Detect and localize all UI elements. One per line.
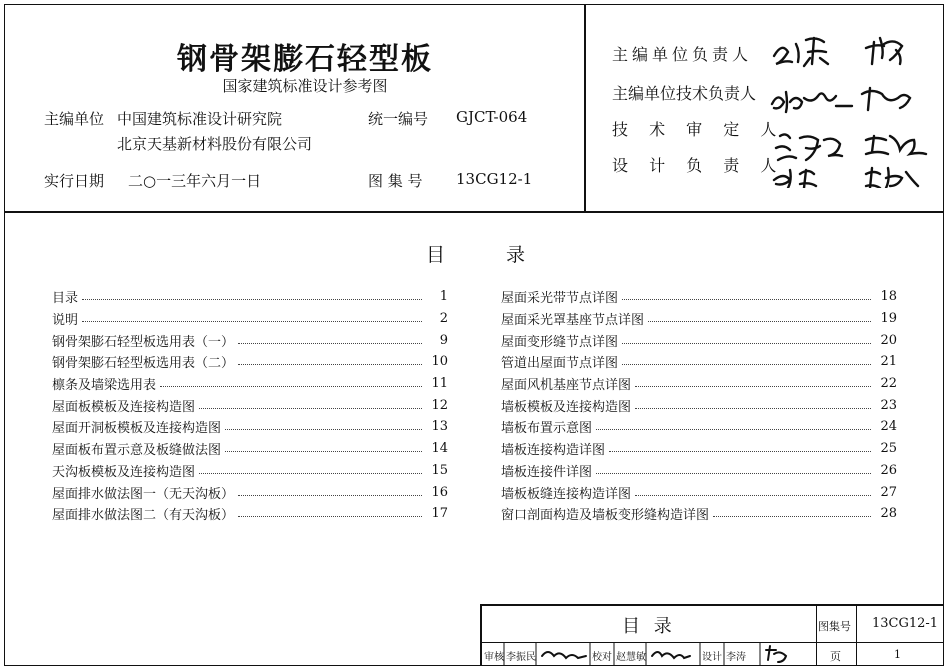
toc-entry-title: 屋面排水做法图二（有天沟板） [52,508,235,524]
toc-entry-page: 23 [880,397,897,413]
signatory-role-4: 设 计 负 责 人 [612,156,785,175]
toc-entry-page: 15 [431,462,448,478]
toc-leader-dots [635,408,871,409]
title-block-atlas-value: 13CG12-1 [872,616,939,631]
toc-entry-page: 12 [431,397,448,413]
toc-leader-dots [82,299,422,300]
toc-entry-title: 屋面板布置示意及板缝做法图 [52,443,222,459]
atlas-number-label: 图 集 号 [368,172,423,190]
toc-entry [501,503,897,525]
toc-entry [52,481,448,503]
editor-unit-line-2: 北京天基新材料股份有限公司 [117,135,313,153]
toc-entry-title: 檩条及墙梁选用表 [52,378,157,394]
toc-leader-dots [238,495,422,496]
toc-leader-dots [238,516,422,517]
atlas-title: 钢骨架膨石轻型板 [177,42,433,77]
title-block-drawing-title: 目 录 [622,616,676,637]
toc-entry-page: 11 [431,376,448,392]
title-block-divider-2 [856,604,857,666]
atlas-subtitle: 国家建筑标准设计参考图 [222,77,388,95]
review-name: 李振民 [506,652,536,663]
toc-leader-dots [622,364,871,365]
handwritten-signatures [770,28,940,188]
toc-entry-page: 2 [439,311,448,327]
unified-number: GJCT-064 [456,108,528,126]
toc-entry-title: 墙板板缝连接构造详图 [501,486,632,502]
toc-entry-title: 天沟板模板及连接构造图 [52,464,196,480]
toc-entry [501,286,897,308]
toc-leader-dots [199,408,422,409]
toc-entry [52,438,448,460]
toc-entry-title: 屋面采光带节点详图 [501,291,619,307]
toc-entry-page: 21 [880,354,897,370]
page-label: 页 [830,650,841,663]
toc-entry [52,394,448,416]
unified-number-label: 统一编号 [368,110,429,128]
toc-leader-dots [225,451,422,452]
toc-leader-dots [635,495,871,496]
title-block-top [480,604,944,606]
toc-entry-page: 16 [431,484,448,500]
toc-leader-dots [596,473,871,474]
toc-entry [52,329,448,351]
toc-leader-dots [648,321,871,322]
toc-leader-dots [199,473,422,474]
toc-leader-dots [622,343,871,344]
toc-entry-title: 墙板模板及连接构造图 [501,399,632,415]
toc-entry-page: 20 [880,332,897,348]
toc-entry-page: 9 [439,332,448,348]
toc-entry [52,351,448,373]
signatory-role-2: 主编单位技术负责人 [612,84,757,103]
toc-entry-title: 说明 [52,313,79,329]
atlas-number: 13CG12-1 [456,170,533,188]
toc-entry-page: 19 [880,311,897,327]
toc-right-column [501,286,897,525]
toc-entry-title: 墙板连接件详图 [501,464,593,480]
toc-entry-title: 屋面变形缝节点详图 [501,334,619,350]
header-divider [4,211,944,213]
toc-entry-page: 26 [880,462,897,478]
title-block-sign-strip [480,642,816,666]
toc-entry [501,394,897,416]
toc-entry [52,308,448,330]
effective-date-label: 实行日期 [44,172,105,190]
review-label: 审核 [484,652,504,663]
design-name: 李涛 [726,652,746,663]
toc-entry-page: 14 [431,441,448,457]
editor-unit-label: 主编单位 [44,110,105,128]
toc-entry [501,481,897,503]
toc-entry-page: 24 [880,419,897,435]
toc-entry-page: 13 [431,419,448,435]
toc-leader-dots [596,429,871,430]
toc-entry [52,286,448,308]
toc-entry-page: 18 [880,289,897,305]
toc-left-column [52,286,448,525]
title-block-divider-1 [816,604,817,666]
effective-date: 二○一三年六月一日 [128,172,262,190]
toc-heading-right: 录 [506,244,526,266]
toc-entry-title: 墙板连接构造详图 [501,443,606,459]
toc-entry-page: 27 [880,484,897,500]
toc-entry-title: 窗口剖面构造及墙板变形缝构造详图 [501,508,710,524]
check-name: 赵慧敏 [616,652,646,663]
toc-entry-page: 10 [431,354,448,370]
toc-entry [52,460,448,482]
toc-entry [501,351,897,373]
toc-entry-title: 屋面板模板及连接构造图 [52,399,196,415]
toc-entry-title: 屋面采光罩基座节点详图 [501,313,645,329]
header-vertical-divider [584,4,586,212]
toc-entry-page: 25 [880,441,897,457]
toc-entry [501,416,897,438]
toc-leader-dots [609,451,871,452]
signatory-role-1: 主编单位负责人 [612,45,753,64]
toc-entry-title: 墙板布置示意图 [501,421,593,437]
toc-entry-title: 钢骨架膨石轻型板选用表（二） [52,356,235,372]
toc-entry-page: 28 [880,506,897,522]
toc-entry-title: 管道出屋面节点详图 [501,356,619,372]
toc-entry-page: 22 [880,376,897,392]
toc-entry-title: 目录 [52,291,79,307]
toc-leader-dots [622,299,871,300]
toc-leader-dots [238,343,422,344]
page-value: 1 [894,648,901,661]
signatory-role-3: 技 术 审 定 人 [612,120,785,139]
toc-entry [501,438,897,460]
toc-leader-dots [635,386,871,387]
toc-entry-page: 17 [431,506,448,522]
toc-entry-title: 屋面开洞板模板及连接构造图 [52,421,222,437]
toc-entry [52,373,448,395]
toc-leader-dots [82,321,422,322]
toc-entry-title: 钢骨架膨石轻型板选用表（一） [52,334,235,350]
toc-entry [501,373,897,395]
toc-entry [501,329,897,351]
toc-entry [52,416,448,438]
toc-leader-dots [238,364,422,365]
toc-leader-dots [225,429,422,430]
toc-leader-dots [160,386,422,387]
toc-entry-page: 1 [439,289,448,305]
toc-heading-left: 目 [426,244,446,266]
toc-entry [501,308,897,330]
toc-leader-dots [713,516,871,517]
toc-entry-title: 屋面排水做法图一（无天沟板） [52,486,235,502]
title-block-atlas-label: 图集号 [818,620,851,633]
design-label: 设计 [702,652,722,663]
check-label: 校对 [592,652,612,663]
toc-entry [501,460,897,482]
toc-entry [52,503,448,525]
toc-entry-title: 屋面风机基座节点详图 [501,378,632,394]
editor-unit-line-1: 中国建筑标准设计研究院 [117,110,283,128]
